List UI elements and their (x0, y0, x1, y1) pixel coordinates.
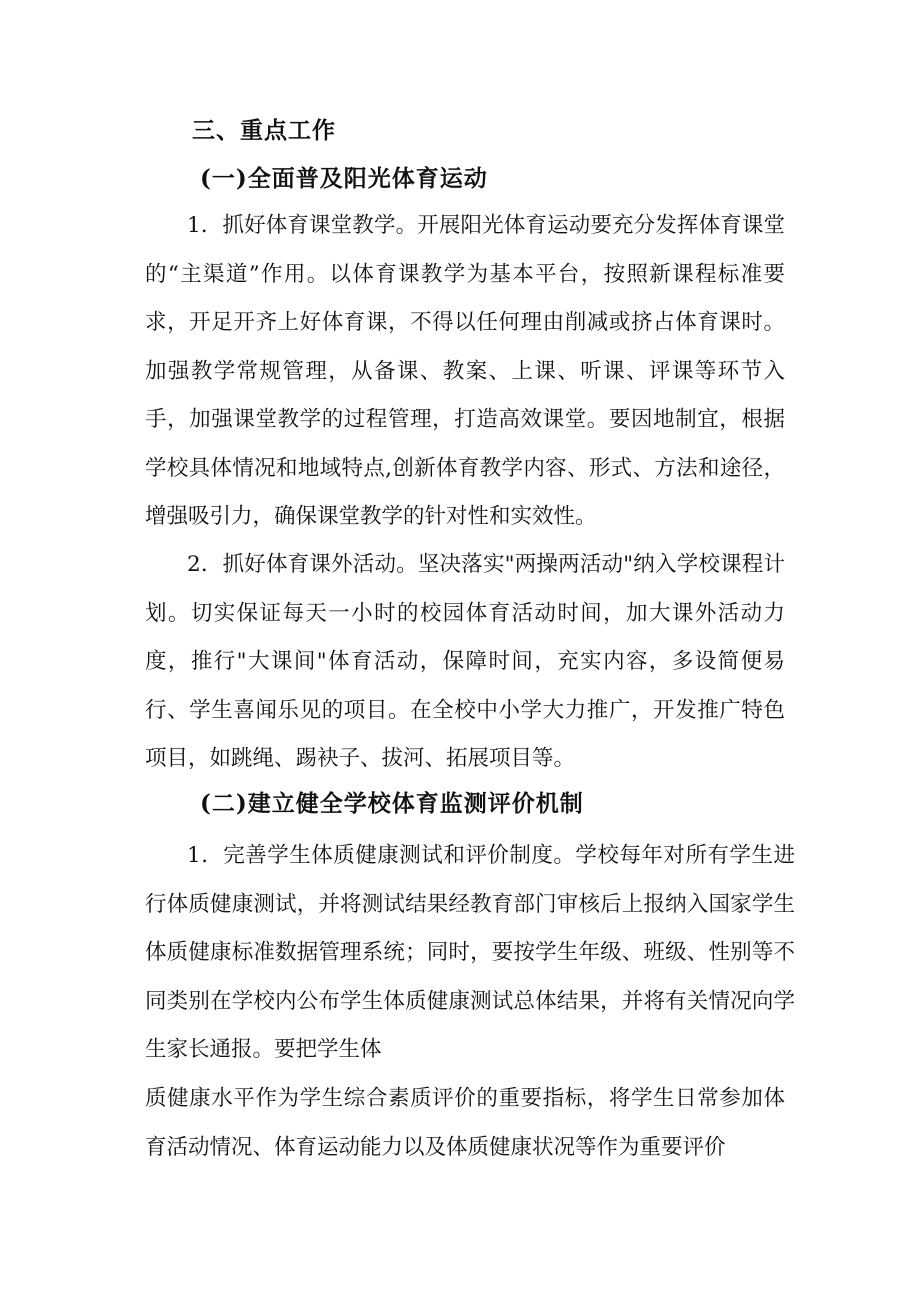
section-heading: 三、重点工作 (192, 117, 336, 144)
subsection-heading-1: (一)全面普及阳光体育运动 (200, 165, 488, 192)
paragraph-fitness-evaluation: 质健康水平作为学生综合素质评价的重要指标，将学生日常参加体育活动情况、体育运动能力以及体质健康状况等作为重要评价 (145, 1086, 785, 1160)
paragraph-classroom-teaching: 1．抓好体育课堂教学。开展阳光体育运动要充分发挥体育课堂的“主渠道”作用。以体育课教学为基本平台，按照新课程标准要求，开足开齐上好体育课，不得以任何理由削减或挤占体育课时。加强教学常规管理，从备课、教案、上课、听课、评课等环节入手，加强课堂教学的过程管理，打造高效课堂。要因地制宜，根据学校具体情况和地域特点,创新体育教学内容、形式、方法和途径，增强吸引力，确保课堂教学的针对性和实效性。 (145, 213, 785, 529)
paragraph-fitness-testing: 1．完善学生体质健康测试和评价制度。学校每年对所有学生进行体质健康测试，并将测试结果经教育部门审核后上报纳入国家学生体质健康标准数据管理系统；同时，要按学生年级、班级、性别等不同类别在学校内公布学生体质健康测试总体结果，并将有关情况向学生家长通报。要把学生体 (145, 843, 795, 1062)
subsection-heading-2: (二)建立健全学校体育监测评价机制 (200, 790, 584, 817)
paragraph-extracurricular-activities: 2．抓好体育课外活动。坚决落实"两操两活动"纳入学校课程计划。切实保证每天一小时的校园体育活动时间，加大课外活动力度，推行"大课间"体育活动，保障时间，充实内容，多设简便易行、学生喜闻乐见的项目。在全校中小学大力推广，开发推广特色项目，如跳绳、踢袂子、拔河、拓展项目等。 (145, 552, 785, 771)
